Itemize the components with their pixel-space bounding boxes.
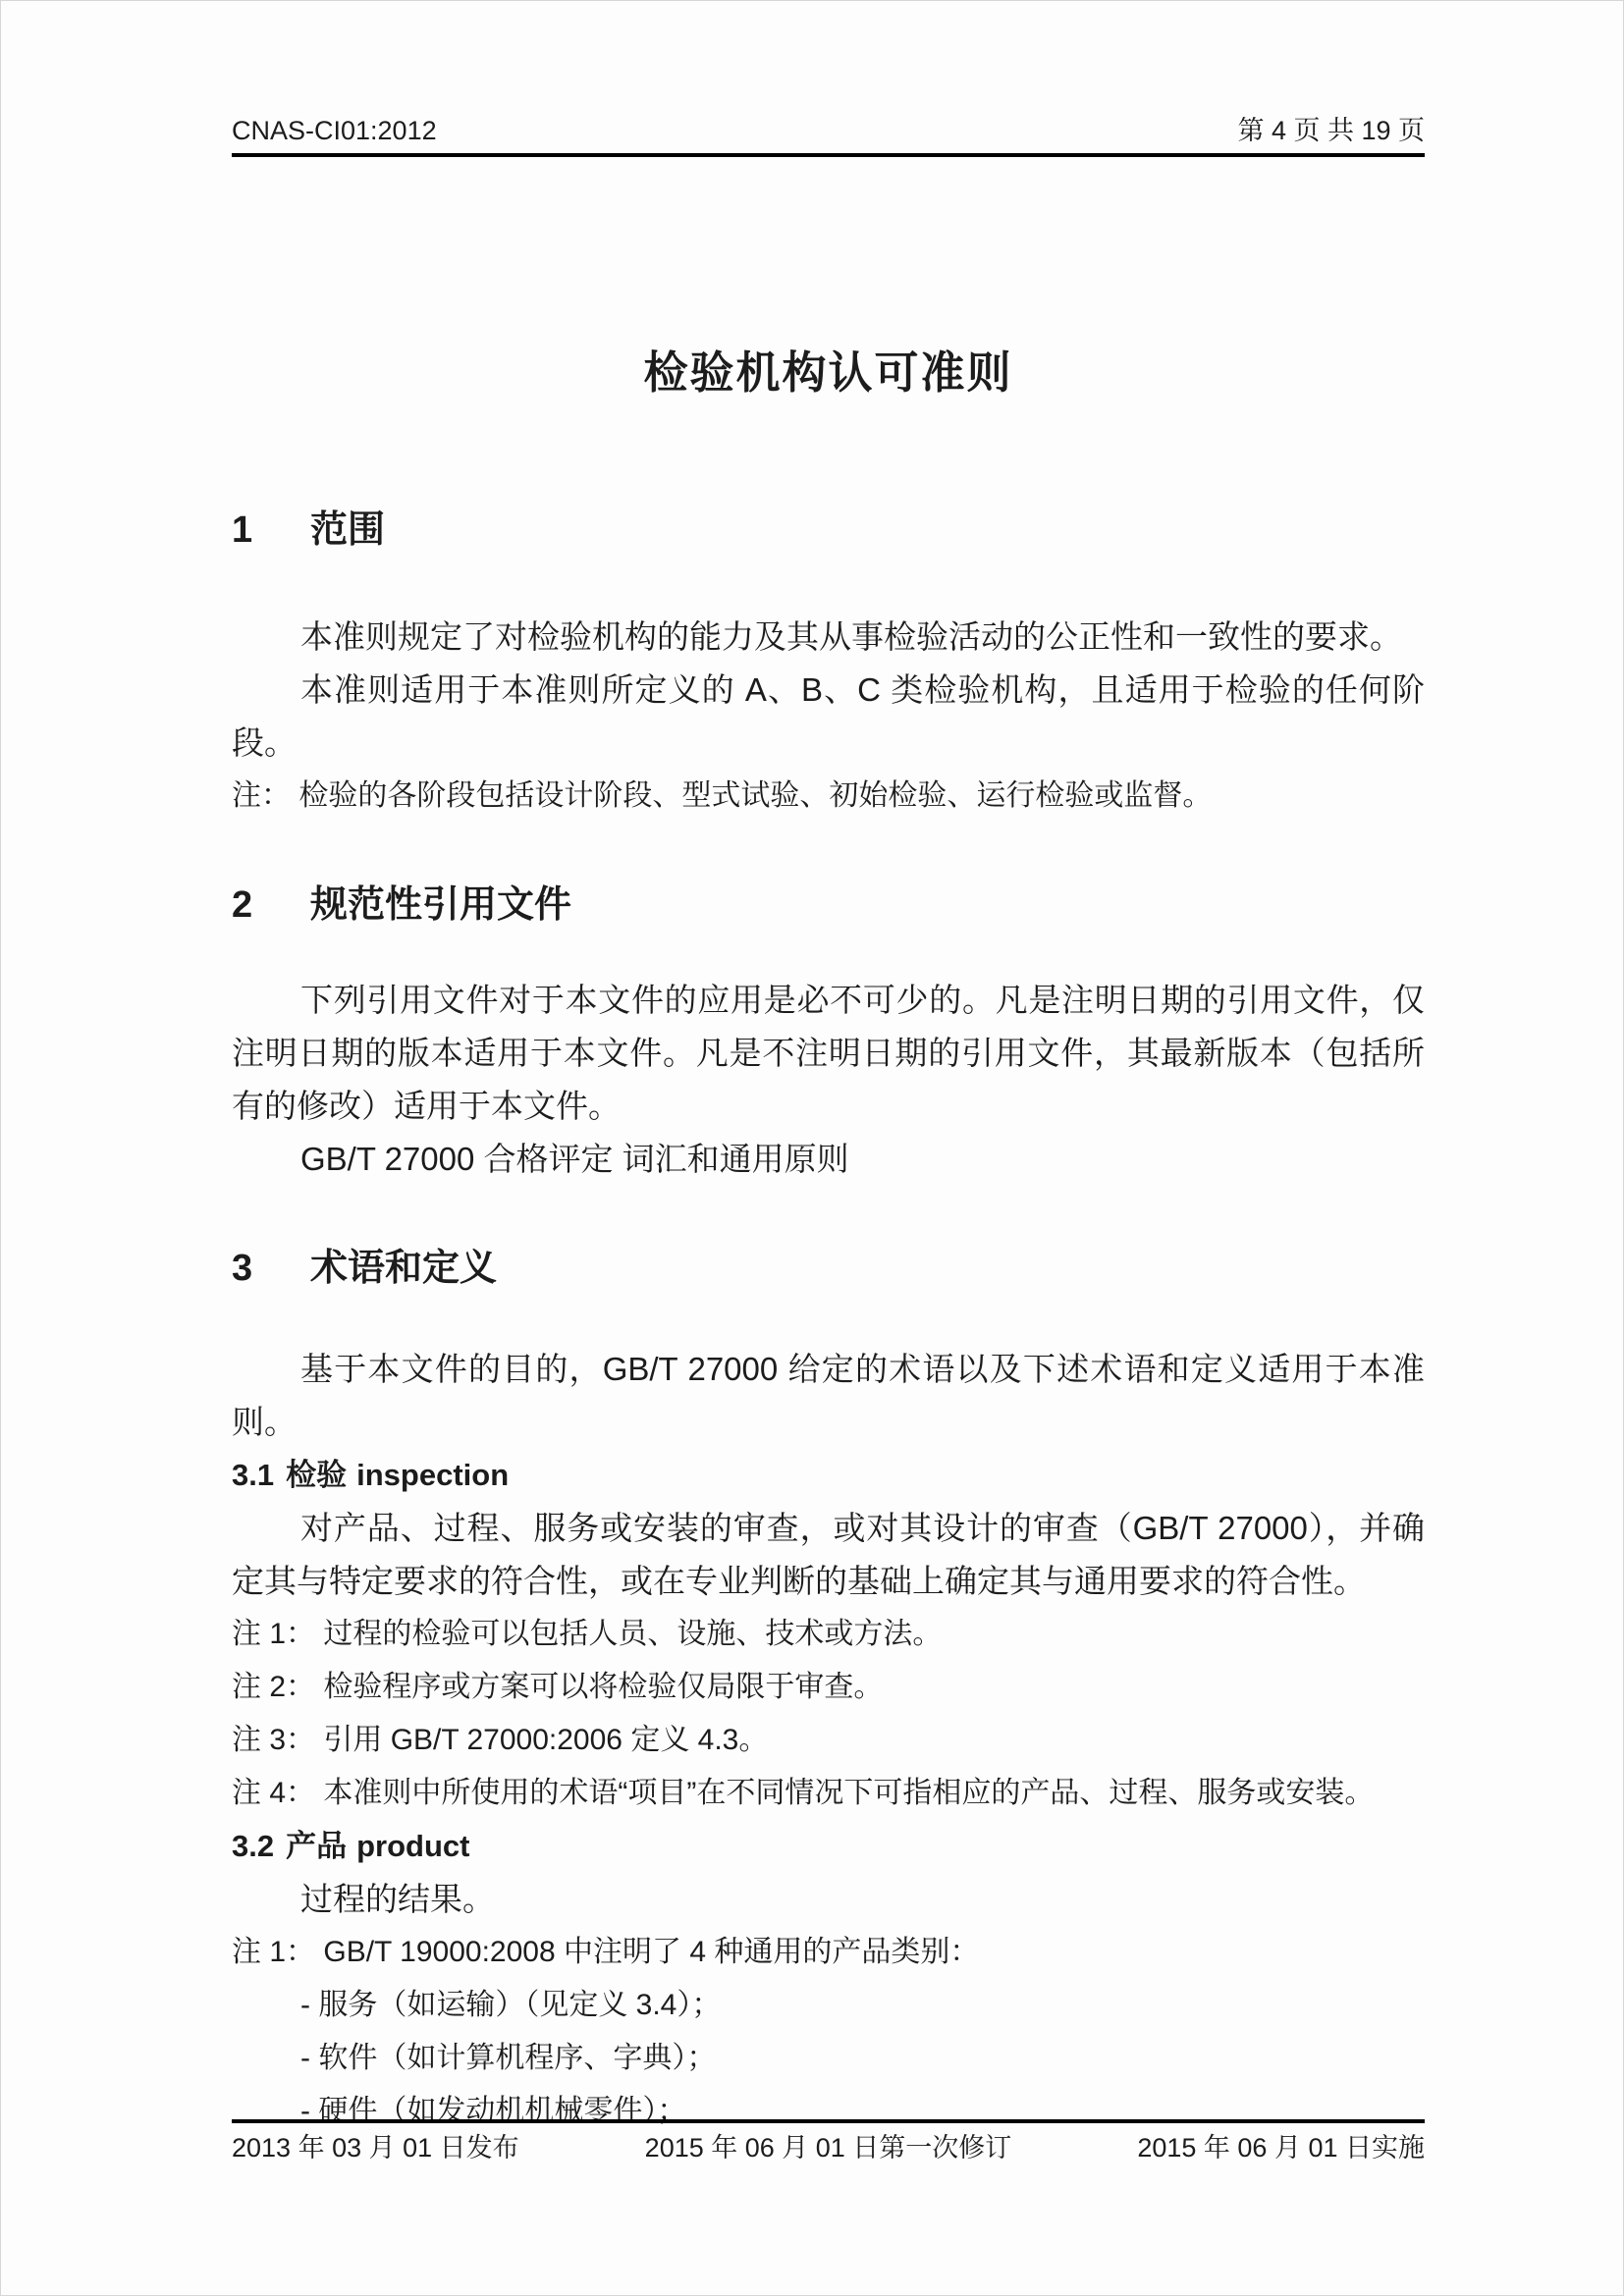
note: 注 1： 过程的检验可以包括人员、设施、技术或方法。	[232, 1618, 943, 1650]
section-1-heading	[232, 510, 1425, 550]
term-3-1-heading	[232, 1449, 1425, 1502]
term-3-1-number: 3.1	[232, 1458, 275, 1492]
term-3-2-heading	[232, 1820, 1425, 1873]
term-3-2-number: 3.2	[232, 1829, 275, 1863]
section-2-heading	[232, 885, 1425, 925]
page-content	[232, 1, 1425, 2138]
section-3-body	[232, 1343, 1425, 2138]
term-3-2-zh: 产品	[286, 1829, 348, 1863]
note: 注： 检验的各阶段包括设计阶段、型式试验、初始检验、运行检验或监督。	[232, 779, 1213, 812]
note: 注 1： GB/T 19000:2008 中注明了 4 种通用的产品类别：	[232, 1936, 980, 1968]
term-definition: 对产品、过程、服务或安装的审查，或对其设计的审查（GB/T 27000），并确定其与特定要求的符合性，或在专业判断的基础上确定其与通用要求的符合性。	[232, 1510, 1425, 1599]
note: 注 4： 本准则中所使用的术语“项目”在不同情况下可指相应的产品、过程、服务或安装。	[232, 1777, 1375, 1809]
document-title: 检验机构认可准则	[643, 347, 1013, 398]
section-3-title: 术语和定义	[310, 1248, 498, 1289]
referenced-standard: GB/T 27000 合格评定 词汇和通用原则	[300, 1141, 849, 1177]
term-3-1-en: inspection	[356, 1458, 510, 1492]
section-3-number: 3	[232, 1248, 253, 1289]
doc-code: CNAS-CI01:2012	[232, 116, 437, 145]
section-1-number: 1	[232, 509, 253, 551]
publish-date: 2013 年 03 月 01 日发布	[232, 2133, 519, 2163]
term-3-2-en: product	[356, 1829, 470, 1863]
list-item: - 硬件（如发动机机械零件）；	[300, 2095, 687, 2127]
paragraph: 基于本文件的目的，GB/T 27000 给定的术语以及下述术语和定义适用于本准则。	[232, 1351, 1425, 1440]
note: 注 2： 检验程序或方案可以将检验仅局限于审查。	[232, 1671, 884, 1703]
paragraph: 本准则规定了对检验机构的能力及其从事检验活动的公正性和一致性的要求。	[300, 618, 1402, 655]
note: 注 3： 引用 GB/T 27000:2006 定义 4.3。	[232, 1724, 769, 1756]
term-3-1-zh: 检验	[286, 1458, 348, 1492]
section-1-title: 范围	[310, 509, 386, 551]
paragraph: 本准则适用于本准则所定义的 A、B、C 类检验机构，且适用于检验的任何阶段。	[232, 671, 1425, 761]
list-item: - 服务（如运输）（见定义 3.4）；	[300, 1989, 722, 2021]
implementation-date: 2015 年 06 月 01 日实施	[1137, 2133, 1425, 2163]
revision-date: 2015 年 06 月 01 日第一次修订	[644, 2133, 1012, 2163]
paragraph: 下列引用文件对于本文件的应用是必不可少的。凡是注明日期的引用文件，仅注明日期的版本适用于本文件。凡是不注明日期的引用文件，其最新版本（包括所有的修改）适用于本文件。	[232, 982, 1425, 1124]
page-header	[232, 115, 1425, 157]
term-definition: 过程的结果。	[300, 1881, 495, 1917]
section-3-heading	[232, 1249, 1425, 1288]
section-2-body	[232, 974, 1425, 1186]
page-footer	[232, 2119, 1425, 2163]
section-1-body	[232, 611, 1425, 823]
list-item: - 软件（如计算机程序、字典）；	[300, 2042, 717, 2074]
page-number: 第 4 页 共 19 页	[1237, 116, 1425, 145]
section-2-number: 2	[232, 884, 253, 926]
section-2-title: 规范性引用文件	[310, 884, 572, 926]
